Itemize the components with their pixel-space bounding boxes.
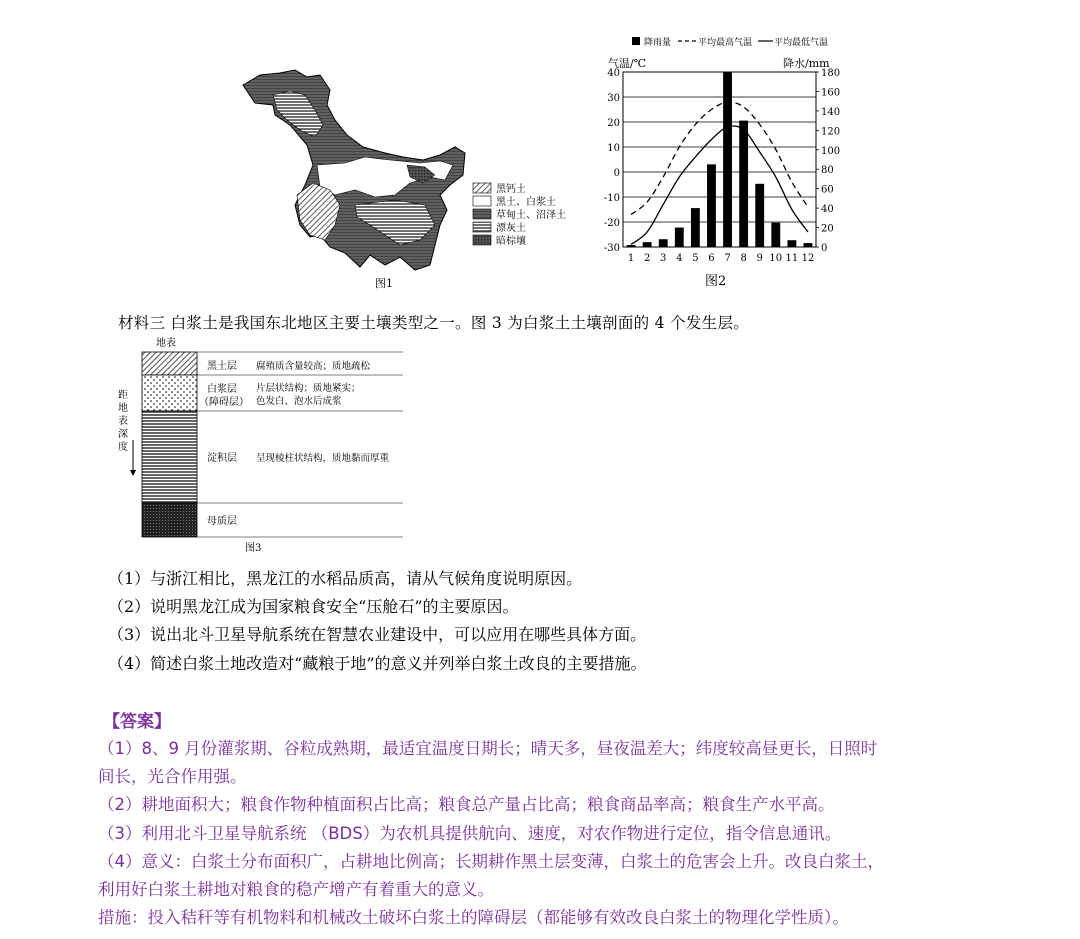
answer-title: 【答案】: [103, 712, 171, 732]
left-tick-label: 40: [607, 68, 620, 79]
rain-bar: [787, 240, 796, 247]
rain-bar: [643, 242, 652, 247]
layer-name: 淀积层: [207, 453, 237, 464]
x-tick-label: 4: [676, 253, 683, 264]
question-1: （1）与浙江相比，黑龙江的水稻品质高，请从气候角度说明原因。: [108, 569, 583, 588]
left-tick-label: -30: [603, 243, 620, 254]
layer-desc: 腐殖质含量较高；质地疏松: [256, 361, 371, 372]
rain-bar: [723, 72, 732, 247]
x-tick-label: 6: [708, 253, 715, 264]
material-three-text: 材料三 白浆土是我国东北地区主要土壤类型之一。图 3 为白浆土土壤剖面的 4 个发生层。: [118, 314, 750, 332]
question-2: （2）说明黑龙江成为国家粮食安全“压舱石”的主要原因。: [108, 597, 519, 616]
x-tick-label: 10: [769, 253, 783, 264]
legend-rain-swatch: [632, 37, 640, 45]
layer-desc: 呈现棱柱状结构，质地黏而厚重: [256, 453, 390, 464]
svg-text:距地表深度: 距地表深度: [118, 390, 128, 453]
right-tick-label: 40: [821, 204, 834, 216]
x-tick-label: 1: [627, 253, 635, 264]
right-tick-label: 140: [821, 106, 841, 118]
right-tick-label: 160: [821, 87, 841, 99]
answer-line: 措施：投入秸秆等有机物料和机械改土破坏白浆土的障碍层（都能够有效改良白浆土的物理化学性质）。: [98, 908, 849, 927]
legend-max-label: 平均最高气温: [698, 38, 753, 48]
figure-2-caption: 图2: [705, 274, 727, 289]
x-tick-label: 5: [692, 253, 699, 264]
answer-line: （2）耕地面积大；粮食作物种植面积占比高；粮食总产量占比高；粮食商品率高；粮食生产水平高。: [98, 795, 835, 814]
rain-bar: [707, 164, 716, 247]
rain-bar: [771, 223, 780, 247]
question-4: （4）简述白浆土地改造对“藏粮于地”的意义并列举白浆土改良的主要措施。: [108, 654, 647, 673]
right-axis-label: 降水/mm: [783, 57, 830, 70]
rain-bar: [755, 184, 764, 247]
right-tick-label: 180: [821, 68, 841, 79]
layer-white-soil: [142, 375, 197, 411]
answer-line: 利用好白浆土耕地对粮食的稳产增产有着重大的意义。: [98, 880, 494, 899]
legend-label: 漂灰土: [496, 223, 526, 234]
figure-1-legend: [473, 182, 566, 247]
left-axis-label: 气温/℃: [608, 57, 647, 70]
layer-name: 黑土层: [207, 361, 237, 372]
right-tick-label: 100: [821, 145, 841, 157]
rain-bar: [675, 228, 684, 247]
rain-bar: [691, 208, 700, 247]
figure-3-soil-profile: [110, 330, 420, 555]
legend-rain-label: 降雨量: [644, 38, 672, 48]
legend-label: 草甸土、沼泽土: [496, 210, 566, 221]
layer-black-soil: [142, 352, 197, 375]
right-tick-label: 60: [821, 184, 834, 196]
layer-illuvial: [142, 411, 197, 503]
x-tick-label: 11: [785, 253, 799, 264]
answer-line: （1）8、9 月份灌浆期、谷粒成熟期，最适宜温度日期长；晴天多，昼夜温差大；纬度较高昼更长，日照时: [98, 739, 878, 758]
answer-line: （3）利用北斗卫星导航系统 （BDS）为农机具提供航向、速度，对农作物进行定位，指令信息通讯。: [98, 824, 842, 843]
max-temp-line: [631, 102, 808, 215]
x-tick-label: 9: [756, 253, 763, 264]
left-tick-label: 0: [613, 168, 620, 179]
figure-1-caption: 图1: [375, 277, 393, 290]
x-tick-label: 8: [740, 253, 747, 264]
layer-name-2: （障碍层）: [199, 397, 249, 408]
surface-label: 地表: [156, 338, 176, 349]
x-tick-label: 3: [660, 253, 667, 264]
left-tick-label: 30: [607, 93, 620, 104]
right-tick-label: 20: [821, 223, 834, 235]
right-tick-label: 120: [821, 126, 841, 138]
legend-label: 暗棕壤: [496, 236, 526, 247]
x-tick-label: 7: [724, 253, 731, 264]
rain-bar: [659, 239, 668, 247]
figure-3-caption: 图3: [245, 543, 262, 554]
rain-bar: [739, 121, 748, 247]
layer-desc: 色发白、泡水后成浆: [256, 396, 342, 407]
figure-2-climate-chart: [590, 30, 850, 292]
min-temp-line: [631, 126, 808, 245]
left-tick-label: -20: [603, 218, 620, 229]
figure-1-soil-map: [235, 65, 575, 290]
legend-label: 黑土、白浆土: [496, 197, 556, 208]
plot-frame: [623, 72, 816, 247]
answer-line: 间长，光合作用强。: [98, 767, 247, 786]
x-tick-label: 2: [643, 253, 651, 264]
left-tick-label: -10: [603, 193, 620, 204]
right-tick-label: 0: [821, 243, 828, 254]
answer-line: （4）意义：白浆土分布面积广，占耕地比例高；长期耕作黑土层变薄，白浆土的危害会上升。改良白浆土，: [98, 852, 884, 871]
x-tick-label: 12: [801, 253, 815, 264]
left-tick-label: 10: [607, 143, 620, 154]
layer-desc: 片层状结构；质地紧实；: [256, 383, 361, 394]
legend-label: 黑钙土: [496, 184, 526, 195]
legend-min-label: 平均最低气温: [774, 38, 829, 48]
rain-bar: [627, 245, 636, 247]
question-3: （3）说出北斗卫星导航系统在智慧农业建设中，可以应用在哪些具体方面。: [108, 625, 647, 644]
depth-label: [118, 389, 128, 453]
layer-name: 母质层: [207, 516, 237, 527]
layer-name: 白浆层: [207, 384, 237, 395]
layer-parent: [142, 503, 197, 537]
rain-bar: [804, 243, 813, 247]
left-tick-label: 20: [607, 118, 620, 129]
right-tick-label: 80: [821, 165, 834, 177]
